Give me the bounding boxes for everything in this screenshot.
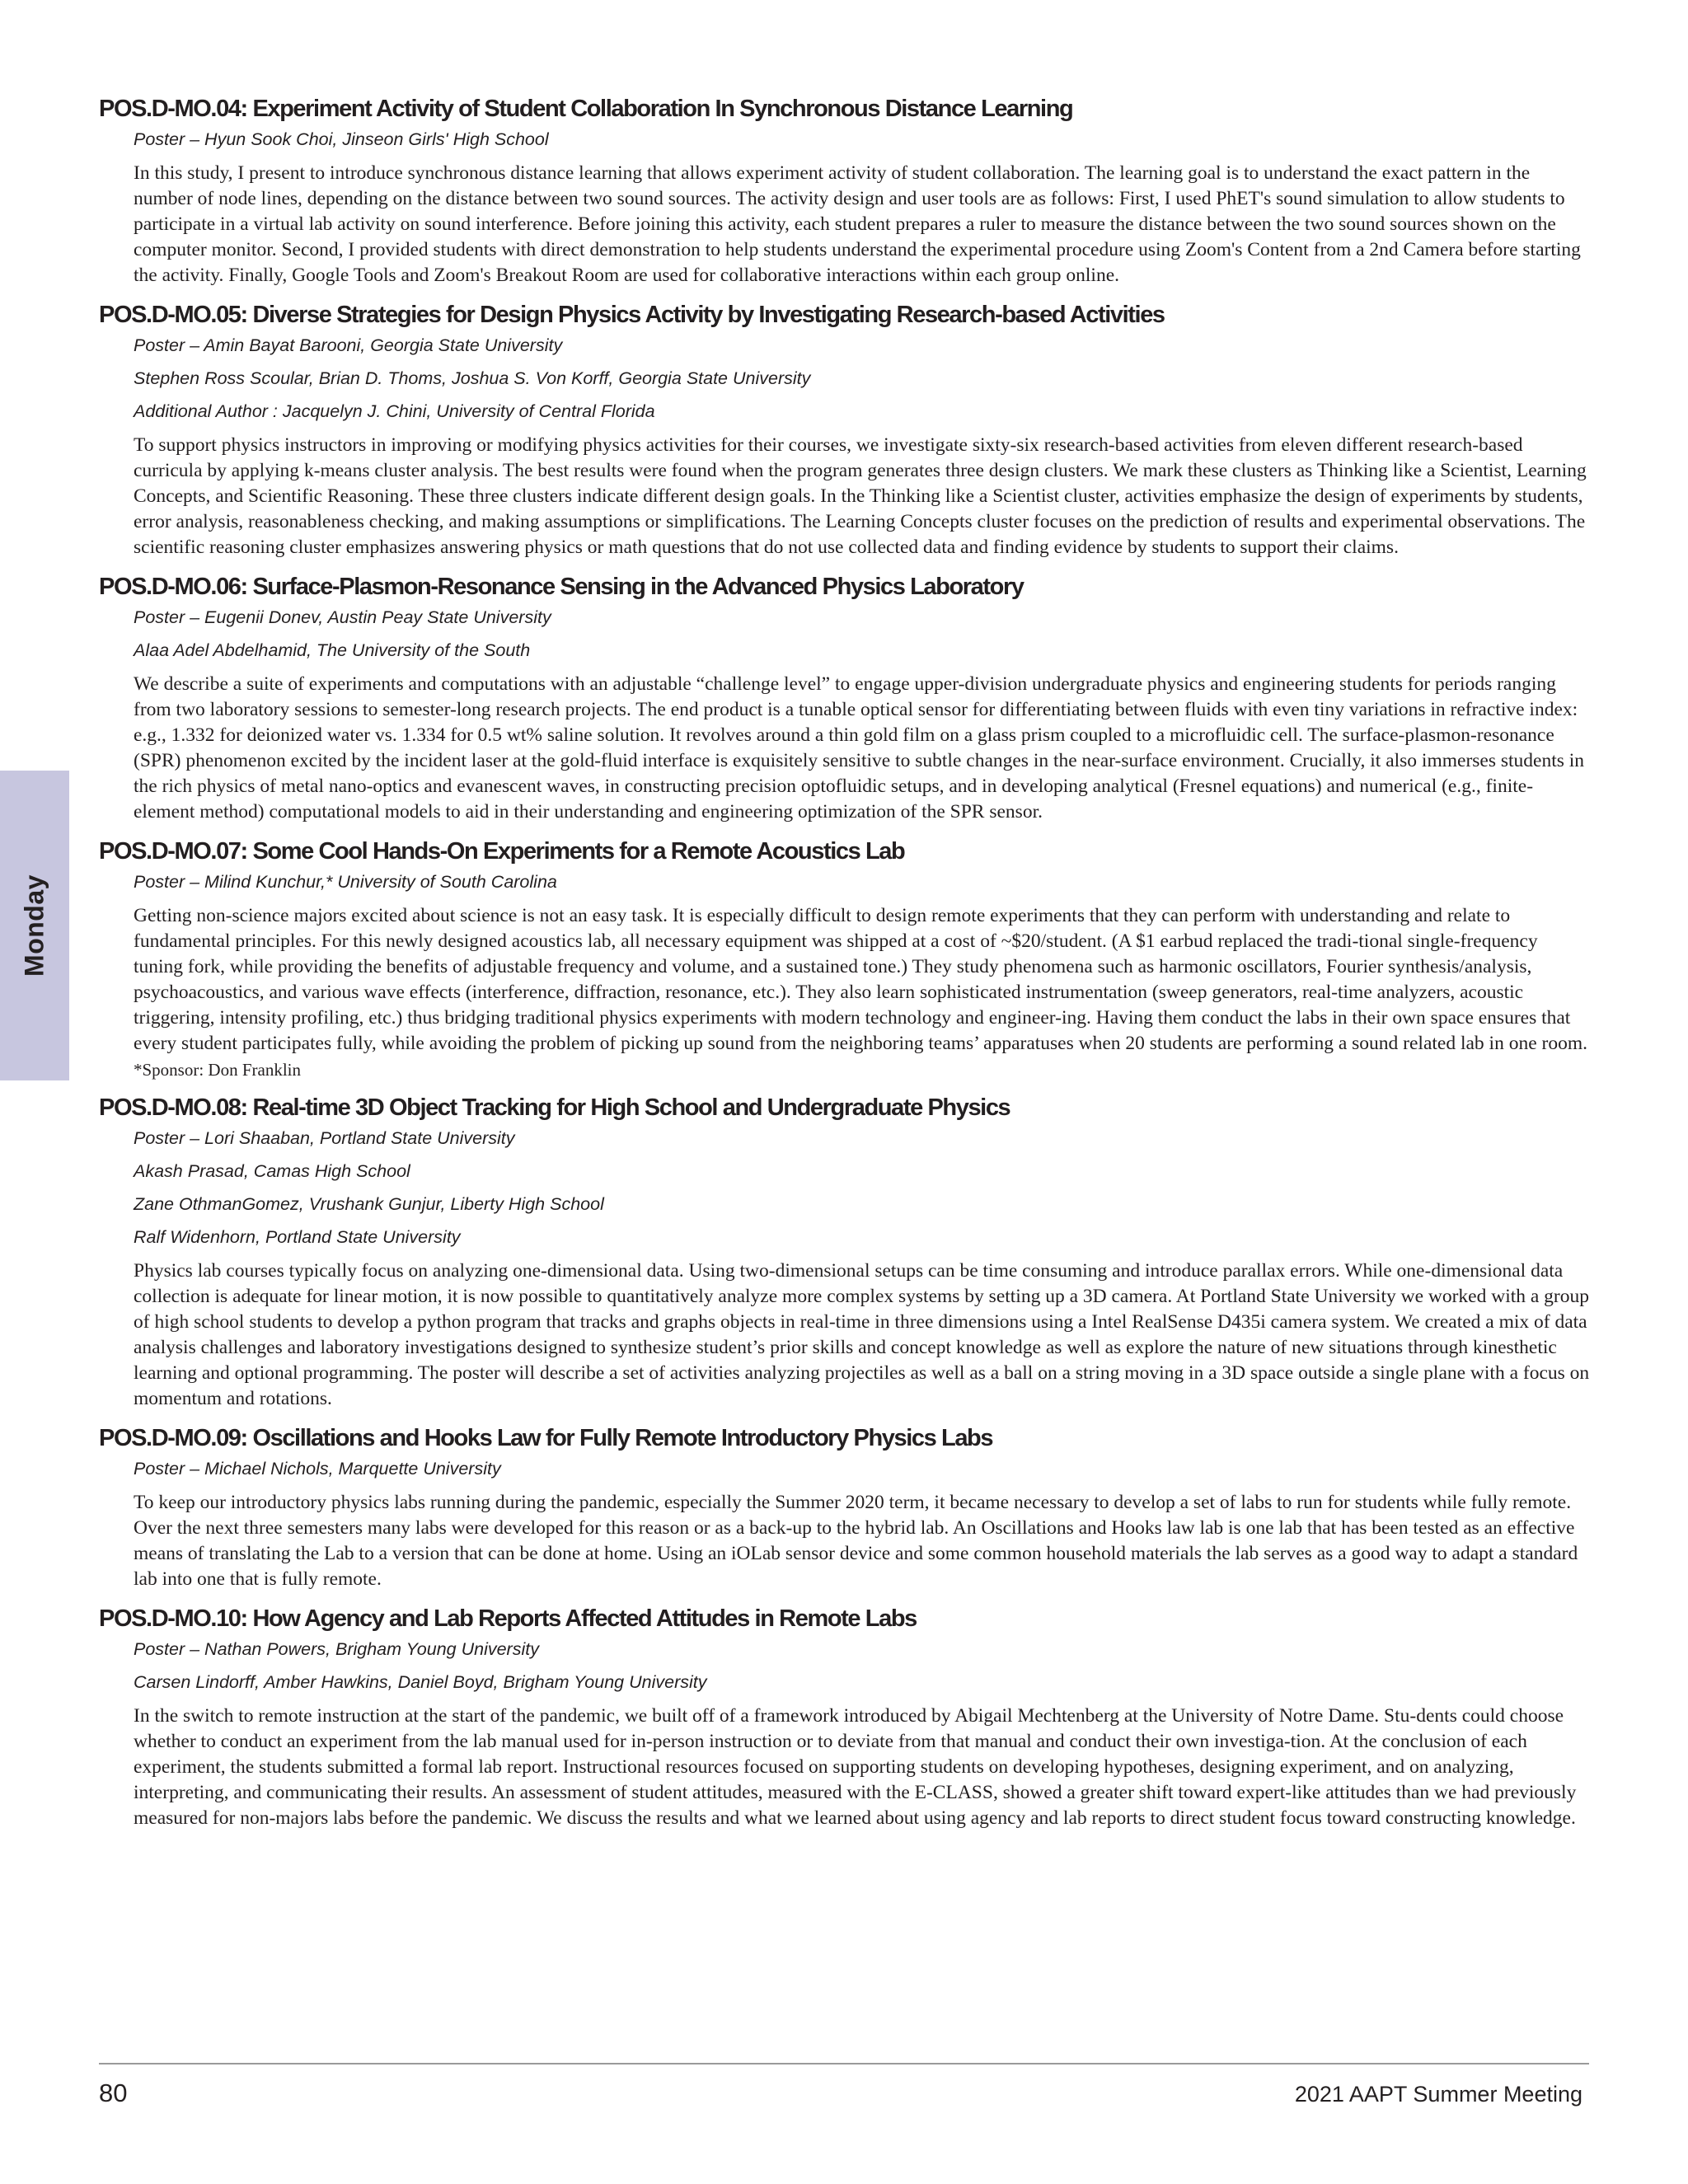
- author-line: Poster – Milind Kunchur,* University of South Carolina: [134, 872, 557, 892]
- abstract-text: We describe a suite of experiments and computations with an adjustable “challenge level” to engage upper-division undergraduate physics and engineering students for periods ranging from two laboratory sessions to semester-long research projects. The end product is a tunable optical sensor for differentiating between fluids with even tiny variations in refractive index: e.g., 1.332 for deionized water vs. 1.334 for 0.5 wt% saline solution. It revolves around a thin gold film on a glass prism coupled to a microfluidic cell. The surface-plasmon-resonance (SPR) phenomenon excited by the incident laser at the gold-fluid interface is exquisitely sensitive to subtle changes in the near-surface environment. Crucially, it also immerses students in the rich physics of metal nano-optics and evanescent waves, in constructing precision optofluidic setups, and in developing analytical (Fresnel equations) and numerical (e.g., finite-element method) computational models to aid in their understanding and engineering optimization of the SPR sensor.: [134, 673, 1585, 823]
- abstract-entry: [99, 94, 1591, 288]
- author-line: Carsen Lindorff, Amber Hawkins, Daniel Boyd, Brigham Young University: [134, 1672, 707, 1692]
- entry-title: POS.D-MO.08: Real-time 3D Object Tracking for High School and Undergraduate Physics: [99, 1094, 1010, 1121]
- footer-rule: [99, 2063, 1589, 2064]
- abstract-text: To keep our introductory physics labs running during the pandemic, especially the Summer 2020 term, it became necessary to develop a set of labs to run for students while fully remote. Over the next three semesters many labs were developed for this reason or as a back-up to the hybrid lab. An Oscillations and Hooks law lab is one lab that has been tested as an effective means of translating the Lab to a version that can be done at home. Using an iOLab sensor device and some common household materials the lab serves as a good way to adapt a standard lab into one that is fully remote.: [134, 1492, 1578, 1590]
- author-line: Alaa Adel Abdelhamid, The University of the South: [134, 640, 531, 660]
- author-line: Zane OthmanGomez, Vrushank Gunjur, Liberty High School: [134, 1194, 604, 1214]
- side-tab-label: Monday: [19, 874, 49, 977]
- entry-title: POS.D-MO.10: How Agency and Lab Reports Affected Attitudes in Remote Labs: [99, 1605, 917, 1632]
- entry-title: POS.D-MO.05: Diverse Strategies for Design Physics Activity by Investigating Research-based Activities: [99, 302, 1165, 328]
- abstract-entry: [99, 1093, 1591, 1412]
- abstracts-column: [99, 94, 1591, 1843]
- entry-title: POS.D-MO.06: Surface-Plasmon-Resonance Sensing in the Advanced Physics Laboratory: [99, 574, 1024, 600]
- abstract-entry: [99, 837, 1591, 1081]
- abstract-entry: [99, 300, 1591, 560]
- author-line: Stephen Ross Scoular, Brian D. Thoms, Joshua S. Von Korff, Georgia State University: [134, 368, 811, 388]
- page-number: 80: [99, 2079, 128, 2107]
- abstract-entry: [99, 1604, 1591, 1831]
- author-line: Poster – Eugenii Donev, Austin Peay State University: [134, 607, 551, 627]
- side-tab: [0, 771, 69, 1080]
- abstract-entry: [99, 572, 1591, 825]
- author-line: Poster – Amin Bayat Barooni, Georgia State University: [134, 335, 563, 355]
- sponsor-note: *Sponsor: Don Franklin: [134, 1060, 302, 1080]
- abstract-text: In the switch to remote instruction at the start of the pandemic, we built off of a framework introduced by Abigail Mechtenberg at the University of Notre Dame. Stu-dents could choose whether to conduct an experiment from the lab manual used for in-person instruction or to deviate from that manual and conduct their own investiga-tion. At the conclusion of each experiment, the students submitted a formal lab report. Instructional resources focused on supporting students on developing hypotheses, designing experiment, and on analyzing, interpreting, and communicating their results. An assessment of student attitudes, measured with the E-CLASS, showed a greater shift toward expert-like attitudes than we had previously measured for non-majors labs before the pandemic. We discuss the results and what we learned about using agency and lab reports to direct student focus toward constructing knowledge.: [134, 1705, 1577, 1829]
- author-line: Akash Prasad, Camas High School: [134, 1161, 410, 1181]
- abstract-text: Getting non-science majors excited about science is not an easy task. It is especially difficult to design remote experiments that they can perform with understanding and relate to fundamental principles. For this newly designed acoustics lab, all necessary equipment was shipped at a cost of ~$20/student. (A $1 earbud replaced the tradi-tional single-frequency tuning fork, while providing the benefits of adjustable frequency and volume, and a sustained tone.) They study phenomena such as harmonic oscillators, Fourier synthesis/analysis, psychoacoustics, and various wave effects (interference, diffraction, resonance, etc.). They also learn sophisticated instrumentation (sweep generators, real-time analyzers, acoustic triggering, intensity profiling, etc.) thus bridging traditional physics experiments with modern technology and engineer-ing. Having them conduct the labs in their own space ensures that every student participates fully, while avoiding the problem of picking up sound from the neighboring teams’ apparatuses when 20 students are performing a sound related lab in one room.: [134, 905, 1587, 1054]
- abstract-text: In this study, I present to introduce synchronous distance learning that allows experiment activity of student collaboration. The learning goal is to understand the exact pattern in the number of node lines, depending on the distance between two sound sources. The activity design and user tools are as follows: First, I used PhET's sound simulation to allow students to participate in a virtual lab activity on sound interference. Before joining this activity, each student prepares a ruler to measure the distance between the two sound sources shown on the computer monitor. Second, I provided students with direct demonstration to help students understand the experimental procedure using Zoom's Content from a 2nd Camera before starting the activity. Finally, Google Tools and Zoom's Breakout Room are used for collaborative interactions within each group online.: [134, 162, 1581, 286]
- entry-title: POS.D-MO.07: Some Cool Hands-On Experiments for a Remote Acoustics Lab: [99, 838, 905, 865]
- author-line: Additional Author : Jacquelyn J. Chini, University of Central Florida: [134, 401, 655, 421]
- author-line: Poster – Hyun Sook Choi, Jinseon Girls' High School: [134, 129, 549, 149]
- abstract-text: Physics lab courses typically focus on analyzing one-dimensional data. Using two-dimensional setups can be time consuming and introduce parallax errors. While one-dimensional data collection is adequate for linear motion, it is now possible to quantitatively analyze more complex systems by setting up a 3D camera. At Portland State University we worked with a group of high school students to develop a python program that tracks and graphs objects in real-time in three dimensions using a Intel RealSense D435i camera system. We created a mix of data analysis challenges and laboratory investigations designed to synthesize student’s prior skills and concept knowledge as well as explore the nature of new situations through kinesthetic learning and optional programming. The poster will describe a set of activities analyzing projectiles as well as a ball on a string moving in a 3D space outside a single plane with a focus on momentum and rotations.: [134, 1260, 1590, 1409]
- abstract-entry: [99, 1423, 1591, 1592]
- footer-meeting-name: 2021 AAPT Summer Meeting: [1294, 2082, 1582, 2107]
- abstract-text: To support physics instructors in improving or modifying physics activities for their courses, we investigate sixty-six research-based activities from eleven different research-based curricula by applying k-means cluster analysis. The best results were found when the program generates three design clusters. We mark these clusters as Thinking like a Scientist, Learning Concepts, and Scientific Reasoning. These three clusters indicate different design goals. In the Thinking like a Scientist cluster, activities emphasize the design of experiments by students, error analysis, reasonableness checking, and making assumptions or simplifications. The Learning Concepts cluster focuses on the prediction of results and experimental observations. The scientific reasoning cluster emphasizes answering physics or math questions that do not use collected data and finding evidence by students to support their claims.: [134, 434, 1587, 558]
- author-line: Poster – Michael Nichols, Marquette University: [134, 1459, 501, 1479]
- entry-title: POS.D-MO.09: Oscillations and Hooks Law for Fully Remote Introductory Physics Labs: [99, 1425, 993, 1451]
- author-line: Poster – Lori Shaaban, Portland State University: [134, 1128, 515, 1148]
- author-line: Ralf Widenhorn, Portland State University: [134, 1227, 461, 1247]
- author-line: Poster – Nathan Powers, Brigham Young University: [134, 1639, 539, 1659]
- entry-title: POS.D-MO.04: Experiment Activity of Student Collaboration In Synchronous Distance Learning: [99, 96, 1073, 122]
